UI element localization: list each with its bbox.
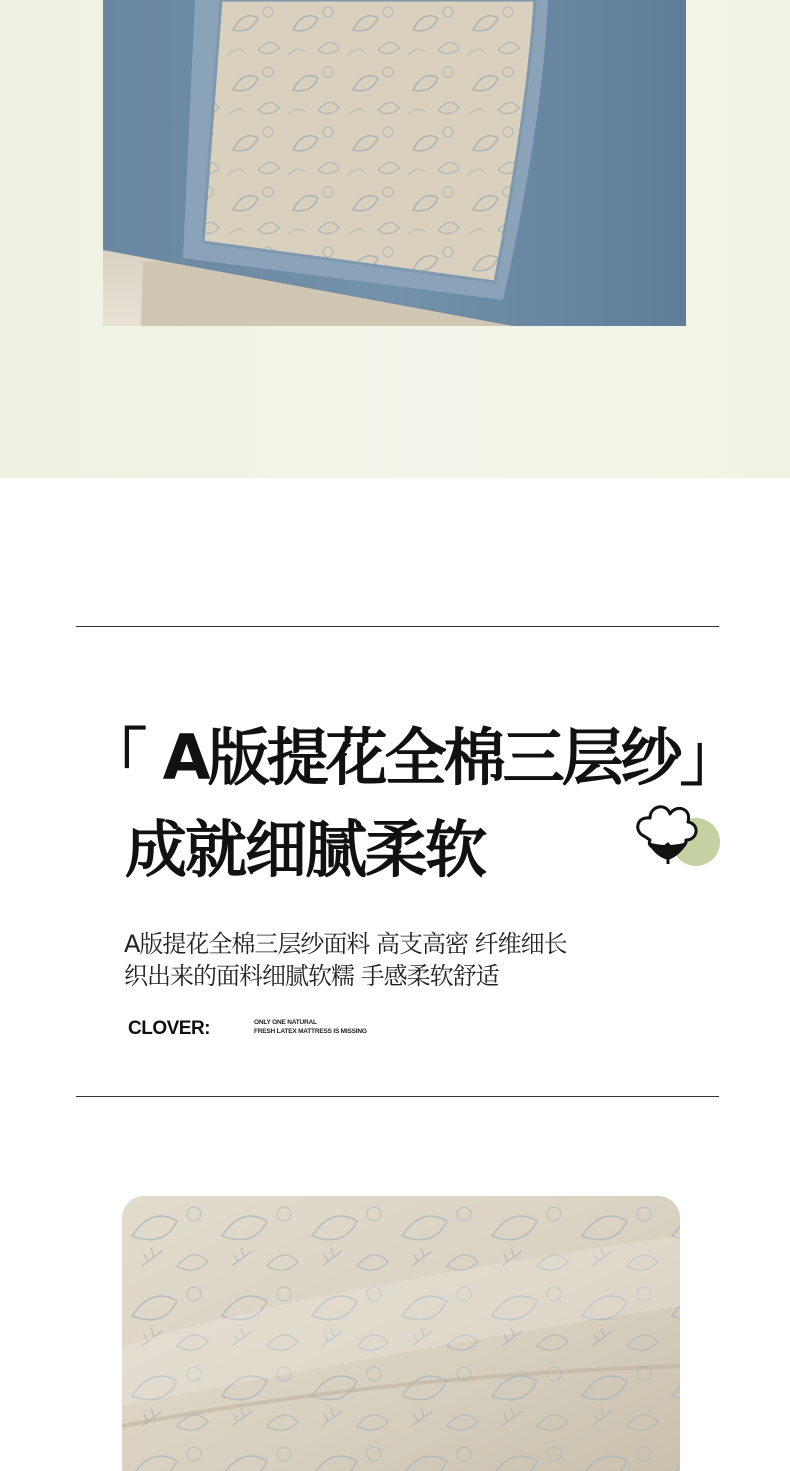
brand-tagline-line-1: ONLY ONE NATURAL <box>254 1019 317 1026</box>
divider-bottom <box>76 1096 719 1097</box>
headline-line-1: 「 A版提花全棉三层纱」 <box>85 721 739 794</box>
divider-top <box>76 626 719 627</box>
duvet-illustration <box>103 0 686 326</box>
brand-name: CLOVER: <box>128 1018 210 1039</box>
fabric-closeup-photo <box>122 1196 680 1471</box>
description <box>124 928 684 992</box>
fabric-illustration <box>122 1196 680 1471</box>
brand-row <box>128 1016 528 1046</box>
headline-line-2: 成就细腻柔软 <box>125 813 486 886</box>
description-line-1: A版提花全棉三层纱面料 高支高密 纤维细长 <box>124 930 567 958</box>
description-line-2: 织出来的面料细腻软糯 手感柔软舒适 <box>124 962 499 990</box>
brand-tagline-line-2: FRESH LATEX MATTRESS IS MISSING <box>254 1028 367 1035</box>
brand-tagline <box>254 1018 367 1036</box>
product-photo <box>103 0 686 326</box>
cotton-boll-icon <box>632 802 724 872</box>
